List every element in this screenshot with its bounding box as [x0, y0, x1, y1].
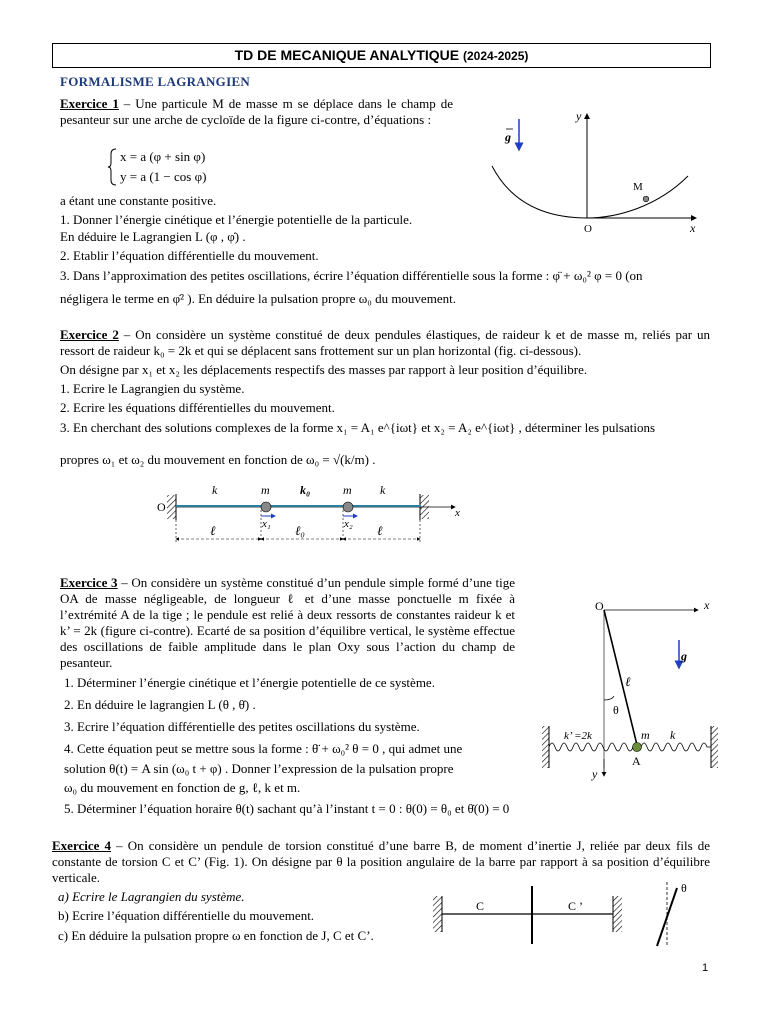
mass-2 [343, 502, 353, 512]
page-number: 1 [702, 962, 709, 974]
ex4-qb: b) Ecrire l’équation différentielle du mouvement. [58, 908, 315, 923]
ex2-spring-mass-figure [155, 480, 475, 546]
fig2-k2: k [380, 483, 386, 497]
fig2-origin: O [157, 500, 166, 514]
fig4-theta: θ [681, 881, 687, 895]
ex2-line2: On désigne par x₁ et x₂ les déplacements respectifs des masses par rapport à leur position d’équilibre. [60, 362, 588, 377]
ex1-label: Exercice 1 [60, 96, 119, 111]
fig4-cp: C ’ [568, 899, 583, 913]
ex4-intro [52, 838, 710, 886]
ex1-cycloid-figure [488, 106, 710, 236]
ex4-qa-text: a) Ecrire le Lagrangien du système. [58, 889, 245, 904]
fig3-kp: k’ =2k [564, 730, 592, 742]
ex3-q4a: 4. Cette équation peut se mettre sous la forme : θ̈ + ω₀² θ = 0 , qui admet une [64, 741, 463, 756]
fig3-a: A [632, 754, 641, 768]
academic-year: (2024-2025) [463, 49, 529, 63]
fig2-k1: k [212, 483, 218, 497]
ex2-q1: 1. Ecrire le Lagrangien du système. [60, 381, 245, 396]
fig3-theta: θ [613, 703, 619, 717]
document-title: TD DE MECANIQUE ANALYTIQUE [234, 47, 460, 63]
fig1-x-label: x [690, 221, 696, 235]
fig2-l2: ℓ [377, 523, 383, 538]
ex3-q3: 3. Ecrire l’équation différentielle des petites oscillations du système. [64, 719, 420, 734]
ex1-eq-x: x = a (φ + sin φ) [120, 149, 206, 164]
pendulum-mass [633, 743, 642, 752]
ex4-torsion-figure [430, 880, 700, 950]
ex4-qc: c) En déduire la pulsation propre ω en fonction de J, C et C’. [58, 928, 374, 943]
cycloid-curve [492, 166, 688, 218]
fig3-left-wall [542, 726, 549, 768]
ex4-intro-text: – On considère un pendule de torsion constitué d’une barre B, de moment d’inertie J, reliée par deux fils de constante de torsion C et C’ (Fig. 1). On désigne par θ la position angulaire de la barre par rapport à sa position d’équilibre verticale. [52, 838, 711, 885]
ex1-intro [60, 96, 453, 128]
fig2-l0: ℓ₀ [295, 523, 305, 538]
fig3-x: x [704, 598, 710, 612]
fig3-y: y [592, 767, 598, 781]
ex1-q3b: négligera le terme en φ̇² ). En déduire la pulsation propre ω₀ du mouvement. [60, 291, 456, 306]
fig3-l: ℓ [625, 674, 631, 689]
ex2-q2: 2. Ecrire les équations différentielles du mouvement. [60, 400, 335, 415]
document-title-box [52, 43, 711, 68]
left-spring [549, 743, 633, 751]
fig1-y-label: y [576, 109, 582, 123]
ex3-intro [60, 575, 515, 671]
ex2-q3b: propres ω₁ et ω₂ du mouvement en fonction de ω₀ = √(k/m) . [60, 452, 376, 467]
fig2-x: x [455, 507, 460, 519]
ex1-const-note: a étant une constante positive. [60, 193, 217, 208]
fig3-k: k [670, 728, 676, 742]
ex2-intro-text: – On considère un système constitué de deux pendules élastiques, de raideur k et de masse m, reliés par un ressort de raideur k₀ = 2k et qui se déplacent sans frottement sur un plan horizontal (fig. ci-dessous). [60, 327, 710, 358]
fig2-x2: x₂ [344, 518, 353, 530]
ex3-intro-text: – On considère un système constitué d’un pendule simple formé d’une tige OA de masse négligeable, de longueur ℓ et d’une masse ponctuelle m fixée à l’extrémité A de la tige ; le pendule est relié à deux ressorts de constantes raideur k et k’ = 2k (figure ci-contre). Ecarté de sa position d’équilibre vertical, le système effectue des oscillations de faible amplitude dans le plan Oxy sous l’action du champ de pesanteur. [60, 575, 516, 670]
ex3-pendulum-figure [538, 596, 722, 782]
ex3-q5: 5. Déterminer l’équation horaire θ(t) sachant qu’à l’instant t = 0 : θ(0) = θ₀ et θ̇(0) = 0 [64, 801, 510, 816]
ex1-q1b: En déduire le Lagrangien L (φ , φ̇) . [60, 229, 246, 244]
fig2-l1: ℓ [210, 523, 216, 538]
ex4-label: Exercice 4 [52, 838, 112, 853]
ex1-q2: 2. Etablir l’équation différentielle du mouvement. [60, 248, 319, 263]
fig3-m: m [641, 728, 650, 742]
section-title: FORMALISME LAGRANGIEN [60, 74, 251, 89]
fig2-x1: x₁ [262, 518, 271, 530]
ex3-label: Exercice 3 [60, 575, 118, 590]
right-spring [641, 743, 711, 751]
fig4-c: C [476, 899, 485, 913]
fig1-g-label: g [505, 130, 511, 144]
ex2-intro [60, 327, 710, 359]
fig2-k0: k₀ [300, 483, 311, 497]
fig2-m1: m [261, 483, 270, 497]
ex4-qa [58, 889, 245, 905]
fig1-origin-label: O [584, 223, 592, 235]
ex3-q2: 2. En déduire le lagrangien L (θ , θ̇) . [64, 697, 256, 712]
left-wall [167, 495, 176, 519]
fig3-right-wall [711, 726, 718, 768]
ex3-q1: 1. Déterminer l’énergie cinétique et l’énergie potentielle de ce système. [64, 675, 435, 690]
brace-icon [108, 148, 118, 186]
theta-arc [604, 696, 614, 700]
ex1-equation-system [108, 148, 228, 186]
ex3-q4c: ω₀ du mouvement en fonction de g, ℓ, k et m. [64, 780, 301, 795]
mass-1 [261, 502, 271, 512]
ex2-q3a: 3. En cherchant des solutions complexes de la forme x₁ = A₁ e^{iωt} et x₂ = A₂ e^{iωt} , déterminer les pulsations [60, 420, 656, 435]
pendulum-rod [604, 610, 637, 745]
fig3-g: g [681, 649, 687, 663]
ex1-q1: 1. Donner l’énergie cinétique et l’énergie potentielle de la particule. [60, 212, 413, 227]
ex1-q3a: 3. Dans l’approximation des petites oscillations, écrire l’équation différentielle sous la forme : φ̈ + ω₀² φ = 0 (on [60, 268, 643, 283]
fig2-m2: m [343, 483, 352, 497]
ex1-intro-text: – Une particule M de masse m se déplace dans le champ de pesanteur sur une arche de cycloïde de la figure ci-contre, d’équations : [60, 96, 454, 127]
fig4-right-wall [613, 896, 622, 932]
ex2-label: Exercice 2 [60, 327, 119, 342]
ex3-q4b: solution θ(t) = A sin (ω₀ t + φ) . Donner l’expression de la pulsation propre [64, 761, 454, 776]
fig3-origin: O [595, 599, 604, 613]
fig4-left-wall [433, 896, 442, 932]
particle-m [643, 196, 649, 202]
fig1-m-label: M [633, 181, 643, 193]
ex1-eq-y: y = a (1 − cos φ) [120, 169, 207, 184]
